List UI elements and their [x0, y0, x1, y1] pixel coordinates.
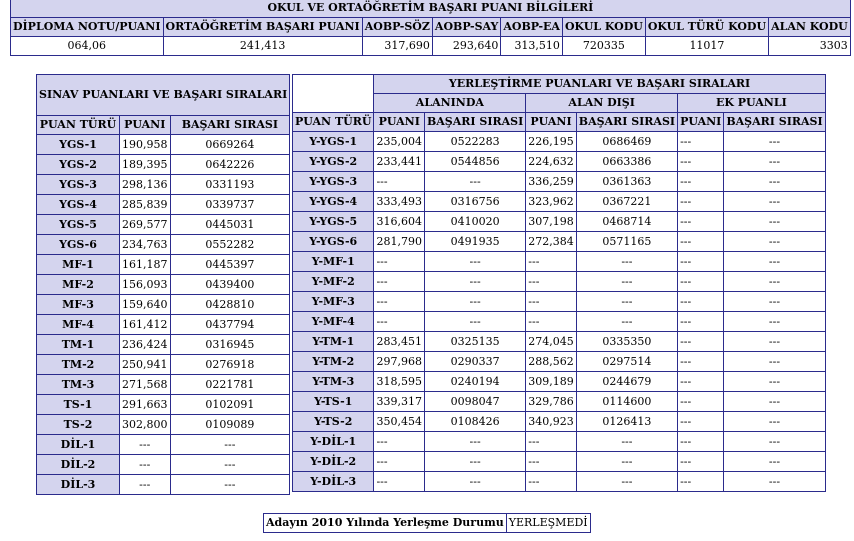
success-rank: 0445397	[170, 255, 290, 275]
placement-score-row	[293, 392, 826, 412]
success-rank: 0109089	[170, 415, 290, 435]
placement-type: Y-MF-2	[293, 272, 374, 292]
placement-type: Y-YGS-4	[293, 192, 374, 212]
placement-header-row	[293, 113, 826, 132]
placement-score-row	[293, 332, 826, 352]
bonus-score: ---	[678, 292, 724, 312]
placement-type: Y-DİL-1	[293, 432, 374, 452]
score-value: 161,187	[120, 255, 171, 275]
placement-type: Y-DİL-2	[293, 452, 374, 472]
field-rank: ---	[424, 252, 525, 272]
score-value: ---	[120, 455, 171, 475]
exam-score-row	[37, 195, 290, 215]
bonus-score: ---	[678, 172, 724, 192]
col-header: BAŞARI SIRASI	[576, 113, 677, 132]
exam-score-row	[37, 135, 290, 155]
bonus-score: ---	[678, 332, 724, 352]
bonus-score: ---	[678, 212, 724, 232]
outside-rank: 0244679	[576, 372, 677, 392]
bonus-rank: ---	[724, 272, 825, 292]
col-header: PUANI	[526, 113, 577, 132]
placement-type: Y-YGS-2	[293, 152, 374, 172]
score-type: DİL-1	[37, 435, 120, 455]
exam-score-row	[37, 155, 290, 175]
field-score: ---	[374, 472, 425, 492]
col-header: PUANI	[120, 116, 171, 135]
exam-score-row	[37, 375, 290, 395]
outside-score: 307,198	[526, 212, 577, 232]
placement-score-row	[293, 252, 826, 272]
placement-type: Y-MF-3	[293, 292, 374, 312]
success-rank: 0669264	[170, 135, 290, 155]
field-rank: 0098047	[424, 392, 525, 412]
outside-rank: ---	[576, 452, 677, 472]
col-header: DİPLOMA NOTU/PUANI	[11, 18, 164, 37]
group-header-alan-disi: ALAN DIŞI	[526, 94, 678, 113]
score-value: ---	[120, 435, 171, 455]
field-score: ---	[374, 452, 425, 472]
placement-score-row	[293, 352, 826, 372]
score-type: YGS-2	[37, 155, 120, 175]
field-score: ---	[374, 312, 425, 332]
score-value: 298,136	[120, 175, 171, 195]
bonus-score: ---	[678, 412, 724, 432]
field-score: 316,604	[374, 212, 425, 232]
col-header: PUAN TÜRÜ	[37, 116, 120, 135]
outside-rank: 0367221	[576, 192, 677, 212]
success-rank: 0221781	[170, 375, 290, 395]
score-value: 156,093	[120, 275, 171, 295]
exam-score-row	[37, 395, 290, 415]
field-score: 339,317	[374, 392, 425, 412]
exam-score-row	[37, 315, 290, 335]
score-value: 234,763	[120, 235, 171, 255]
score-value: 285,839	[120, 195, 171, 215]
outside-rank: ---	[576, 252, 677, 272]
placement-score-row	[293, 272, 826, 292]
bonus-rank: ---	[724, 352, 825, 372]
bonus-rank: ---	[724, 312, 825, 332]
school-type-code: 11017	[645, 37, 768, 56]
school-info-table	[10, 0, 851, 56]
score-type: YGS-3	[37, 175, 120, 195]
score-type: MF-3	[37, 295, 120, 315]
bonus-score: ---	[678, 272, 724, 292]
col-header: AOBP-SAY	[432, 18, 500, 37]
outside-score: 336,259	[526, 172, 577, 192]
field-rank: 0544856	[424, 152, 525, 172]
placement-type: Y-TS-2	[293, 412, 374, 432]
outside-score: 272,384	[526, 232, 577, 252]
score-value: 159,640	[120, 295, 171, 315]
group-header-alaninda: ALANINDA	[374, 94, 526, 113]
placement-type: Y-TS-1	[293, 392, 374, 412]
outside-score: ---	[526, 472, 577, 492]
field-score: 283,451	[374, 332, 425, 352]
bonus-rank: ---	[724, 332, 825, 352]
outside-score: 329,786	[526, 392, 577, 412]
outside-rank: 0126413	[576, 412, 677, 432]
success-rank: ---	[170, 435, 290, 455]
success-rank: 0276918	[170, 355, 290, 375]
outside-score: ---	[526, 252, 577, 272]
outside-score: 274,045	[526, 332, 577, 352]
score-value: 189,395	[120, 155, 171, 175]
success-rank: ---	[170, 475, 290, 495]
field-rank: 0290337	[424, 352, 525, 372]
exam-score-row	[37, 215, 290, 235]
field-rank: 0491935	[424, 232, 525, 252]
col-header: PUANI	[678, 113, 724, 132]
school-info-title: OKUL VE ORTAÖĞRETİM BAŞARI PUANI BİLGİLERİ	[11, 0, 851, 18]
bonus-rank: ---	[724, 412, 825, 432]
outside-rank: 0114600	[576, 392, 677, 412]
outside-score: 226,195	[526, 132, 577, 152]
outside-rank: 0686469	[576, 132, 677, 152]
score-type: DİL-2	[37, 455, 120, 475]
outside-rank: ---	[576, 292, 677, 312]
exam-score-row	[37, 175, 290, 195]
placement-score-row	[293, 372, 826, 392]
field-score: ---	[374, 272, 425, 292]
placement-status-label: Adayın 2010 Yılında Yerleşme Durumu	[264, 514, 507, 533]
field-rank: ---	[424, 172, 525, 192]
outside-score: 309,189	[526, 372, 577, 392]
col-header: BAŞARI SIRASI	[424, 113, 525, 132]
field-rank: 0522283	[424, 132, 525, 152]
placement-score-row	[293, 432, 826, 452]
bonus-score: ---	[678, 232, 724, 252]
bonus-score: ---	[678, 372, 724, 392]
bonus-score: ---	[678, 352, 724, 372]
exam-score-row	[37, 235, 290, 255]
placement-score-row	[293, 212, 826, 232]
field-rank: 0108426	[424, 412, 525, 432]
exam-score-row	[37, 355, 290, 375]
bonus-score: ---	[678, 472, 724, 492]
score-type: TS-2	[37, 415, 120, 435]
outside-score: 340,923	[526, 412, 577, 432]
exam-score-row	[37, 255, 290, 275]
placement-type: Y-MF-4	[293, 312, 374, 332]
outside-score: 224,632	[526, 152, 577, 172]
success-rank: 0439400	[170, 275, 290, 295]
placement-score-row	[293, 472, 826, 492]
field-rank: ---	[424, 272, 525, 292]
score-value: 302,800	[120, 415, 171, 435]
placement-score-row	[293, 412, 826, 432]
col-header: PUAN TÜRÜ	[293, 113, 374, 132]
score-value: 190,958	[120, 135, 171, 155]
outside-rank: ---	[576, 472, 677, 492]
score-type: DİL-3	[37, 475, 120, 495]
outside-score: ---	[526, 432, 577, 452]
score-type: TM-3	[37, 375, 120, 395]
diploma-grade: 064,06	[11, 37, 164, 56]
field-rank: ---	[424, 432, 525, 452]
field-score: 350,454	[374, 412, 425, 432]
score-value: 269,577	[120, 215, 171, 235]
school-info-values-row	[11, 37, 851, 56]
bonus-rank: ---	[724, 132, 825, 152]
col-header: ALAN KODU	[769, 18, 851, 37]
bonus-score: ---	[678, 192, 724, 212]
col-header: OKUL KODU	[562, 18, 645, 37]
placement-type: Y-YGS-1	[293, 132, 374, 152]
score-type: YGS-6	[37, 235, 120, 255]
outside-rank: 0297514	[576, 352, 677, 372]
score-value: 271,568	[120, 375, 171, 395]
aobp-soz: 317,690	[362, 37, 432, 56]
bonus-rank: ---	[724, 252, 825, 272]
score-type: TM-1	[37, 335, 120, 355]
placement-score-row	[293, 132, 826, 152]
exam-score-row	[37, 475, 290, 495]
success-rank: 0316945	[170, 335, 290, 355]
exam-score-row	[37, 415, 290, 435]
exam-scores-header-row	[37, 116, 290, 135]
field-score: ---	[374, 252, 425, 272]
bonus-score: ---	[678, 312, 724, 332]
exam-scores-title: SINAV PUANLARI VE BAŞARI SIRALARI	[37, 75, 290, 116]
placement-score-row	[293, 232, 826, 252]
exam-score-row	[37, 335, 290, 355]
outside-score: ---	[526, 312, 577, 332]
outside-score: ---	[526, 452, 577, 472]
group-header-ek-puanli: EK PUANLI	[678, 94, 826, 113]
exam-score-row	[37, 435, 290, 455]
outside-rank: ---	[576, 272, 677, 292]
field-score: 333,493	[374, 192, 425, 212]
placement-type: Y-YGS-3	[293, 172, 374, 192]
outside-score: ---	[526, 292, 577, 312]
placement-score-row	[293, 452, 826, 472]
bonus-rank: ---	[724, 212, 825, 232]
bonus-rank: ---	[724, 192, 825, 212]
bonus-score: ---	[678, 152, 724, 172]
placement-score-row	[293, 312, 826, 332]
aobp-say: 293,640	[432, 37, 500, 56]
field-rank: ---	[424, 452, 525, 472]
placement-type: Y-YGS-6	[293, 232, 374, 252]
aobp-ea: 313,510	[501, 37, 563, 56]
score-type: MF-4	[37, 315, 120, 335]
bonus-rank: ---	[724, 392, 825, 412]
success-rank: 0428810	[170, 295, 290, 315]
col-header: AOBP-SÖZ	[362, 18, 432, 37]
field-rank: 0410020	[424, 212, 525, 232]
school-info-header-row	[11, 18, 851, 37]
outside-rank: 0663386	[576, 152, 677, 172]
score-value: 236,424	[120, 335, 171, 355]
field-score: 318,595	[374, 372, 425, 392]
bonus-rank: ---	[724, 372, 825, 392]
placement-status-table	[263, 513, 591, 533]
placement-status-value: YERLEŞMEDİ	[506, 514, 590, 533]
placement-type: Y-MF-1	[293, 252, 374, 272]
score-type: MF-1	[37, 255, 120, 275]
placement-score-row	[293, 152, 826, 172]
score-type: MF-2	[37, 275, 120, 295]
score-value: 250,941	[120, 355, 171, 375]
success-rank: 0331193	[170, 175, 290, 195]
outside-score: ---	[526, 272, 577, 292]
field-score: ---	[374, 172, 425, 192]
score-value: 291,663	[120, 395, 171, 415]
bonus-rank: ---	[724, 292, 825, 312]
field-rank: ---	[424, 292, 525, 312]
col-header: BAŞARI SIRASI	[724, 113, 825, 132]
placement-score-row	[293, 172, 826, 192]
school-code: 720335	[562, 37, 645, 56]
success-rank: 0552282	[170, 235, 290, 255]
col-header: OKUL TÜRÜ KODU	[645, 18, 768, 37]
placement-score-row	[293, 192, 826, 212]
success-rank: 0339737	[170, 195, 290, 215]
success-rank: 0445031	[170, 215, 290, 235]
field-score: 297,968	[374, 352, 425, 372]
field-rank: ---	[424, 472, 525, 492]
placement-type: Y-YGS-5	[293, 212, 374, 232]
col-header: PUANI	[374, 113, 425, 132]
outside-score: 288,562	[526, 352, 577, 372]
outside-rank: 0468714	[576, 212, 677, 232]
bonus-rank: ---	[724, 472, 825, 492]
score-type: YGS-5	[37, 215, 120, 235]
placement-scores-table	[292, 74, 826, 492]
col-header: AOBP-EA	[501, 18, 563, 37]
field-rank: 0325135	[424, 332, 525, 352]
outside-rank: 0571165	[576, 232, 677, 252]
bonus-rank: ---	[724, 452, 825, 472]
field-code: 3303	[769, 37, 851, 56]
field-score: ---	[374, 292, 425, 312]
field-score: ---	[374, 432, 425, 452]
blank-corner	[293, 75, 374, 113]
score-type: TM-2	[37, 355, 120, 375]
col-header: BAŞARI SIRASI	[170, 116, 290, 135]
score-value: ---	[120, 475, 171, 495]
bonus-rank: ---	[724, 152, 825, 172]
placement-scores-title: YERLEŞTİRME PUANLARI VE BAŞARI SIRALARI	[374, 75, 825, 94]
outside-score: 323,962	[526, 192, 577, 212]
bonus-score: ---	[678, 252, 724, 272]
field-score: 281,790	[374, 232, 425, 252]
success-rank: 0642226	[170, 155, 290, 175]
success-rank: ---	[170, 455, 290, 475]
score-type: YGS-1	[37, 135, 120, 155]
bonus-score: ---	[678, 432, 724, 452]
score-type: TS-1	[37, 395, 120, 415]
field-score: 235,004	[374, 132, 425, 152]
field-rank: 0316756	[424, 192, 525, 212]
exam-scores-table	[36, 74, 290, 495]
placement-type: Y-TM-1	[293, 332, 374, 352]
field-score: 233,441	[374, 152, 425, 172]
outside-rank: ---	[576, 312, 677, 332]
bonus-score: ---	[678, 452, 724, 472]
score-value: 161,412	[120, 315, 171, 335]
exam-score-row	[37, 295, 290, 315]
exam-score-row	[37, 275, 290, 295]
bonus-rank: ---	[724, 432, 825, 452]
field-rank: ---	[424, 312, 525, 332]
placement-score-row	[293, 292, 826, 312]
outside-rank: 0335350	[576, 332, 677, 352]
bonus-rank: ---	[724, 172, 825, 192]
score-type: YGS-4	[37, 195, 120, 215]
field-rank: 0240194	[424, 372, 525, 392]
col-header: ORTAÖĞRETİM BAŞARI PUANI	[163, 18, 362, 37]
success-rank: 0437794	[170, 315, 290, 335]
placement-type: Y-TM-3	[293, 372, 374, 392]
bonus-rank: ---	[724, 232, 825, 252]
placement-type: Y-DİL-3	[293, 472, 374, 492]
placement-type: Y-TM-2	[293, 352, 374, 372]
outside-rank: 0361363	[576, 172, 677, 192]
success-rank: 0102091	[170, 395, 290, 415]
bonus-score: ---	[678, 132, 724, 152]
exam-score-row	[37, 455, 290, 475]
outside-rank: ---	[576, 432, 677, 452]
bonus-score: ---	[678, 392, 724, 412]
secondary-score: 241,413	[163, 37, 362, 56]
